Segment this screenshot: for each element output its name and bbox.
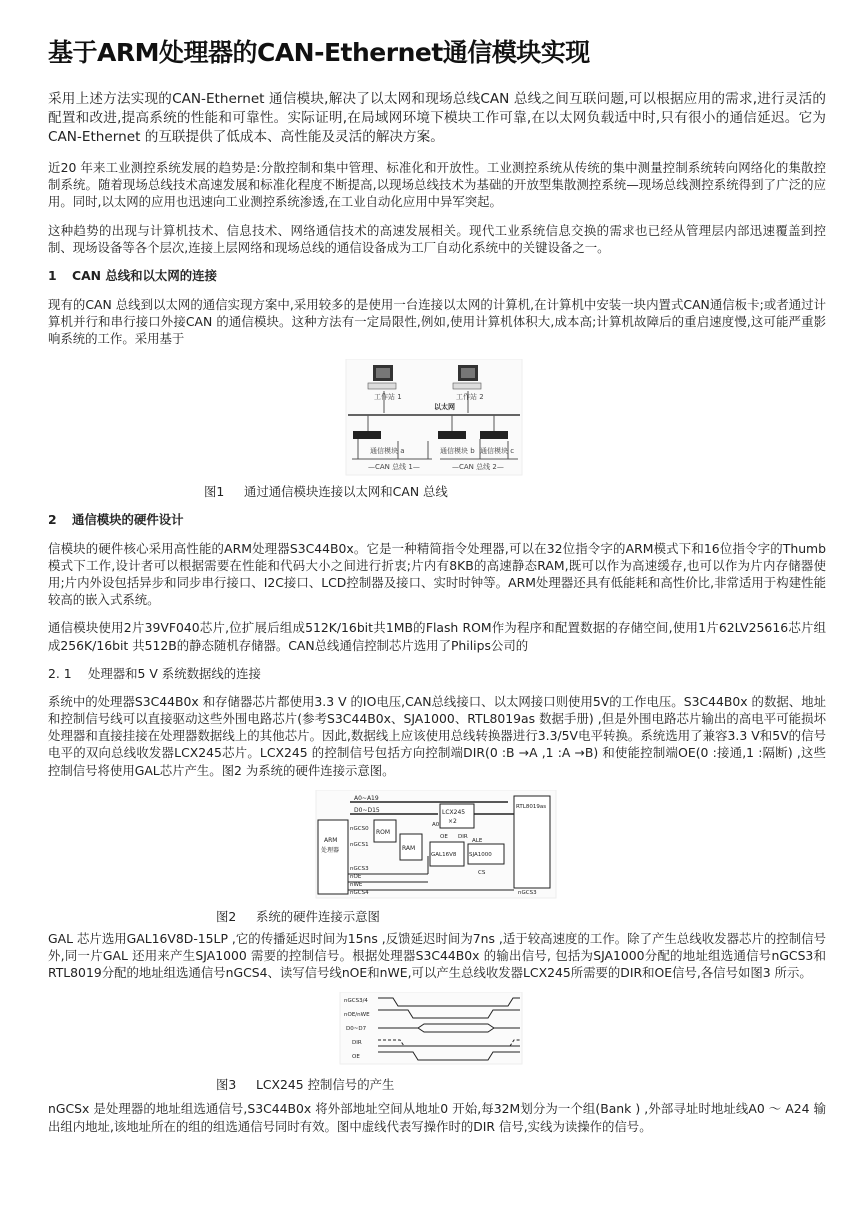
svg-text:SJA1000: SJA1000 (469, 851, 492, 858)
svg-text:nWE: nWE (350, 881, 363, 888)
module-c-label: 通信模块 c (480, 446, 515, 455)
svg-text:D0~D7: D0~D7 (346, 1026, 367, 1033)
section-heading-1 (48, 267, 826, 284)
svg-text:nGCS3: nGCS3 (518, 889, 537, 896)
timing-diagram (48, 992, 826, 1068)
svg-text:nOE: nOE (350, 873, 362, 880)
module-a-box (353, 431, 381, 439)
figure-caption-text: LCX245 控制信号的产生 (256, 1077, 395, 1093)
abstract-paragraph: 采用上述方法实现的CAN-Ethernet 通信模块,解决了以太网和现场总线CAN 总线之间互联问题,可以根据应用的需求,进行灵活的配置和改进,提高系统的性能和可靠性。实际证明,在局域网环境下模块工作可靠,在以太网负载适中时,只有很小的通信延迟。它为CAN-Ethernet 的互联提供了低成本、高性能及灵活的解决方案。 (48, 91, 826, 145)
svg-text:LCX245: LCX245 (442, 808, 466, 816)
ws1-label: 工作站 1 (374, 392, 402, 401)
subsection-title: 处理器和5 V 系统数据线的连接 (88, 665, 261, 681)
svg-text:D0~D15: D0~D15 (354, 806, 380, 814)
module-b-label: 通信模块 b (440, 446, 475, 455)
svg-text:OE: OE (440, 833, 448, 840)
subsection-paragraph: 系统中的处理器S3C44B0x 和存储器芯片都使用3.3 V 的IO电压,CAN总线接口、以太网接口则使用5V的工作电压。S3C44B0x 的数据、地址和控制信号线可以直接驱动这些外围电路芯片(参考S3C44B0x、SJA1000、RTL8019as 数据手册) ,但是外围电路芯片输出的高电平可能损坏处理器和直接挂接在处理器数据线上的其他芯片。因此,数据线上应该使用总线转换器进行3.3/5V电平转换。系统选用了兼容3.3 V和5V的信号电平的双向总线收发器LCX245芯片。LCX245 的控制信号包括方向控制端DIR(0 :B →A ,1 :A →B) 和使能控制端OE(0 :接通,1 :隔断) ,这些控制信号将使用GAL芯片产生。图2 为系统的硬件连接示意图。 (48, 693, 826, 778)
gal-paragraph: GAL 芯片选用GAL16V8D-15LP ,它的传播延迟时间为15ns ,反馈延迟时间为7ns ,适于较高速度的工作。除了产生总线收发器芯片的控制信号外,同一片GAL 还用来产生SJA1000 需要的控制信号。根据处理器S3C44B0x 的输出信号, 包括为SJA1000分配的地址组选通信号nGCS3和RTL8019分配的地址组选通信号nGCS4、读写信号线nOE和nWE,可以产生总线收发器LCX245所需要的DIR和OE信号,各信号如图3 所示。 (48, 930, 826, 981)
svg-text:ALE: ALE (472, 837, 483, 844)
figure-caption-text: 通过通信模块连接以太网和CAN 总线 (244, 483, 448, 499)
intro-paragraph-1: 近20 年来工业测控系统发展的趋势是:分散控制和集中管理、标准化和开放性。工业测控系统从传统的集中测量控制系统转向网络化的集散控制系统。随着现场总线技术高速发展和标准化程度不断提高,以现场总线技术为基础的开放型集散测控系统—现场总线测控系统得到了广泛的应用。同时,以太网的应用也迅速向工业测控系统渗透,在工业自动化应用中异军突起。 (48, 160, 826, 210)
svg-text:nGCS1: nGCS1 (350, 841, 369, 848)
svg-text:A0~A19: A0~A19 (354, 794, 379, 802)
figure-caption-text: 系统的硬件连接示意图 (256, 908, 380, 924)
figure-number: 图2 (216, 908, 237, 924)
figure-1-caption (204, 483, 448, 500)
svg-text:处理器: 处理器 (321, 846, 340, 854)
svg-text:A0: A0 (432, 821, 440, 828)
svg-text:DIR: DIR (458, 833, 468, 840)
svg-text:nGCS3/4: nGCS3/4 (344, 998, 368, 1005)
svg-text:ARM: ARM (324, 836, 338, 844)
section1-paragraph: 现有的CAN 总线到以太网的通信实现方案中,采用较多的是使用一台连接以太网的计算机,在计算机中安装一块内置式CAN通信板卡;或者通过计算机并行和串行接口外接CAN 的通信模块。这种方法有一定局限性,例如,使用计算机体积大,成本高;计算机故障后的重启速度慢,这可能严重影响系统的工作。采用基于 (48, 297, 826, 347)
section2-paragraph-2: 通信模块使用2片39VF040芯片,位扩展后组成512K/16bit共1MB的Flash ROM作为程序和配置数据的存储空间,使用1片62LV25616芯片组成256K/16bit 共512B的静态随机存储器。CAN总线通信控制芯片选用了Philips公司的 (48, 620, 826, 653)
svg-text:CS: CS (478, 869, 486, 876)
figure-number: 图3 (216, 1077, 237, 1093)
intro-paragraph-2: 这种趋势的出现与计算机技术、信息技术、网络通信技术的高速发展相关。现代工业系统信息交换的需求也已经从管理层内部迅速覆盖到控制、现场设备等各个层次,连接上层网络和现场总线的通信设备成为工厂自动化系统中的关键设备之一。 (48, 222, 826, 255)
figure-number: 图1 (204, 483, 225, 499)
subsection-number: 2. 1 (48, 665, 72, 681)
svg-text:DIR: DIR (352, 1040, 362, 1047)
ethernet-label: 以太网 (434, 402, 455, 411)
module-b-box (438, 431, 466, 439)
section2-paragraph-1: 信模块的硬件核心采用高性能的ARM处理器S3C44B0x。它是一种精简指令处理器,可以在32位指令字的ARM模式下和16位指令字的Thumb模式下工作,设计者可以根据需要在性能和代码大小之间进行折衷;片内有8KB的高速静态RAM,既可以作为高速缓存,也可以作为片内存储器使用;片内外设包括异步和同步串行接口、I2C接口、LCD控制器及接口、实时时钟等。ARM处理器还具有低能耗和高性价比,非常适用于构建性能较高的嵌入式系统。 (48, 540, 826, 608)
subsection-heading-2-1 (48, 665, 826, 682)
module-c-box (480, 431, 508, 439)
section-title: CAN 总线和以太网的连接 (72, 268, 217, 284)
svg-text:RAM: RAM (402, 844, 416, 852)
svg-text:nGCS4: nGCS4 (350, 889, 369, 896)
svg-text:OE: OE (352, 1054, 360, 1061)
figure-3-caption (216, 1076, 394, 1093)
figure-3 (48, 992, 826, 1100)
svg-text:nGCS0: nGCS0 (350, 825, 369, 832)
document-page (48, 36, 826, 1146)
svg-text:ROM: ROM (376, 828, 391, 836)
can-bus-2-label: —CAN 总线 2— (452, 462, 504, 471)
svg-text:GAL16V8: GAL16V8 (431, 851, 457, 858)
svg-text:nGCS3: nGCS3 (350, 865, 369, 872)
ws2-label: 工作站 2 (456, 392, 484, 401)
module-a-label: 通信模块 a (370, 446, 405, 455)
figure-2 (48, 790, 826, 930)
section-number: 1 (48, 268, 57, 284)
figure-2-caption (216, 908, 380, 925)
svg-text:RTL8019as: RTL8019as (516, 803, 547, 810)
can-bus-1-label: —CAN 总线 1— (368, 462, 420, 471)
arm-processor-box (318, 820, 348, 894)
lcx245-box (440, 804, 474, 828)
section-heading-2 (48, 511, 826, 528)
svg-text:nOE/nWE: nOE/nWE (344, 1012, 370, 1019)
section-title: 通信模块的硬件设计 (72, 511, 184, 527)
section-number: 2 (48, 511, 57, 527)
svg-text:×2: ×2 (448, 817, 457, 825)
ngcsx-paragraph: nGCSx 是处理器的地址组选通信号,S3C44B0x 将外部地址空间从地址0 开始,每32M划分为一个组(Bank ) ,外部寻址时地址线A0 ～ A24 输出组内地址,该地址所在的组的组选通信号同时有效。图中虚线代表写操作时的DIR 信号,实线为读操作的信号。 (48, 1101, 826, 1134)
page-title: 基于ARM处理器的CAN-Ethernet通信模块实现 (48, 38, 590, 67)
network-diagram (48, 359, 826, 477)
hardware-connection-diagram (48, 790, 826, 902)
figure-1 (48, 359, 826, 507)
